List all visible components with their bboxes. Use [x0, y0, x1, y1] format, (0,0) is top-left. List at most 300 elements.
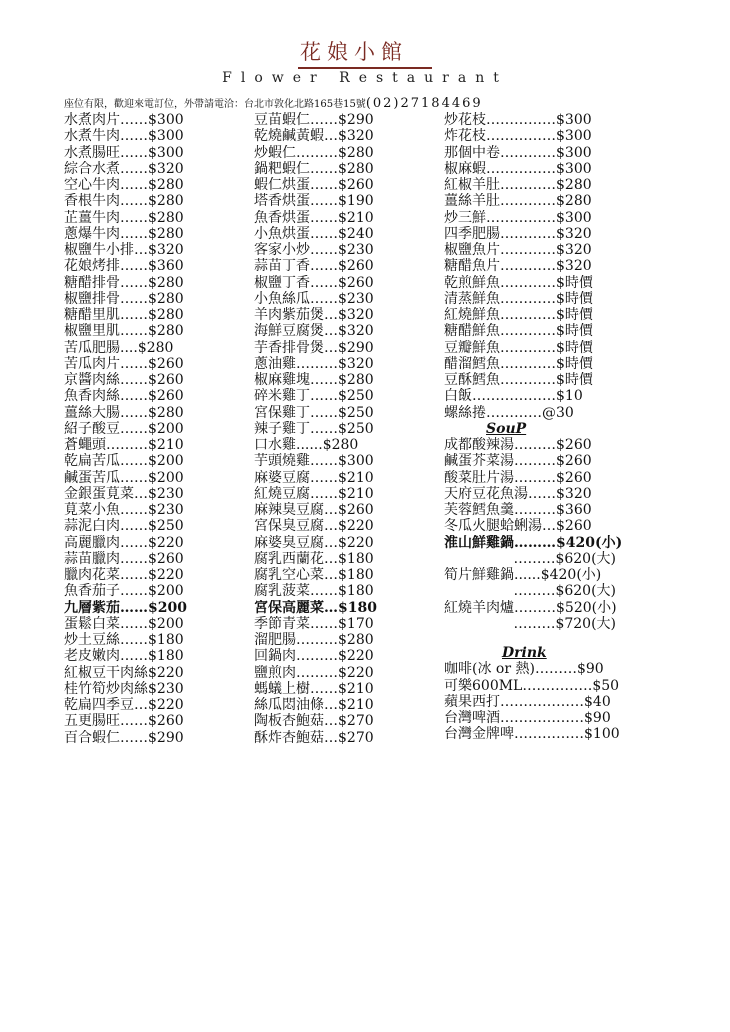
menu-item-name: 椒鹽排骨: [64, 290, 120, 307]
menu-item-price: $220: [338, 534, 374, 551]
menu-item-leader: ......: [514, 567, 541, 583]
menu-item-name: 台灣金牌啤: [444, 726, 514, 743]
menu-item: [64, 405, 242, 421]
menu-item: [64, 372, 242, 388]
menu-item-leader: ……: [120, 599, 148, 616]
menu-item-leader: ……: [120, 550, 148, 567]
menu-item: [64, 307, 242, 323]
menu-item-price: $280: [148, 307, 184, 323]
menu-item-name: 金銀蛋莧菜: [64, 485, 134, 502]
menu-item-name: 臘肉花菜: [64, 567, 120, 583]
menu-item-price: $210: [338, 469, 374, 486]
menu-item-price: $320: [556, 225, 592, 242]
menu-item-price: $300: [556, 160, 592, 177]
menu-item-name: 季節青菜: [254, 615, 310, 632]
menu-item: [64, 291, 242, 307]
menu-item-price: $時價: [556, 307, 593, 323]
menu-item: [444, 226, 674, 242]
menu-item-name: 腐乳菠菜: [254, 583, 310, 600]
menu-item: [64, 242, 242, 258]
menu-item-name: 花娘烤排: [64, 258, 120, 275]
menu-item-price: $90: [576, 661, 604, 678]
menu-item-leader: …: [324, 128, 338, 145]
menu-item-price: $260: [148, 372, 184, 388]
menu-item-price: $300: [556, 144, 592, 161]
menu-item: [444, 388, 674, 404]
menu-item: [444, 600, 674, 616]
menu-item-price: $50: [592, 677, 620, 694]
menu-item-price: $90: [584, 710, 611, 726]
menu-item-price: $時價: [556, 323, 593, 340]
menu-item-leader: ……: [310, 193, 338, 210]
menu-item-price: $280: [556, 193, 592, 210]
menu-item-price: $210: [338, 697, 374, 713]
menu-item-price: $250: [338, 388, 374, 405]
menu-item-name: 苦瓜肉片: [64, 355, 120, 372]
menu-item-leader: ……: [120, 469, 148, 486]
menu-item-name: 可樂600ML: [444, 677, 523, 694]
menu-item-name: 芙蓉鱈魚羹: [444, 502, 514, 518]
menu-item-leader: ………: [296, 648, 338, 665]
menu-item-leader: …………: [500, 144, 556, 161]
menu-item-leader: ……: [120, 160, 148, 177]
menu-item: [444, 453, 674, 469]
menu-item: [64, 632, 242, 648]
menu-item-name: 螺絲捲: [444, 404, 486, 421]
menu-item: [254, 470, 432, 486]
menu-item-price: $280: [148, 404, 184, 421]
menu-item-leader: ………: [513, 550, 556, 567]
menu-item: [444, 323, 674, 339]
menu-item: [254, 437, 432, 453]
menu-item-leader: ………: [296, 355, 338, 372]
menu-item-price: $230: [148, 502, 184, 518]
menu-item-leader: ……: [120, 128, 148, 145]
menu-item: [254, 518, 432, 534]
menu-item: [64, 340, 242, 356]
menu-item-name: 麻婆臭豆腐: [254, 534, 324, 551]
menu-item-price: $180: [338, 583, 374, 600]
menu-column-2: [254, 112, 432, 746]
menu-item-price: $180: [148, 648, 184, 665]
menu-item-name: 魚香茄子: [64, 583, 120, 600]
menu-item-price: $220: [338, 664, 374, 681]
menu-item-price: $260: [556, 518, 592, 535]
menu-item: [444, 694, 674, 710]
menu-item-price: $220: [148, 567, 184, 583]
menu-item-price: $280: [338, 144, 374, 161]
menu-item-leader: ……: [120, 307, 148, 323]
menu-item-price: $260: [148, 388, 184, 405]
menu-item-leader: ……: [120, 713, 148, 730]
menu-item-name: 碎米雞丁: [254, 388, 310, 405]
menu-item: [64, 323, 242, 339]
menu-item-name: 椒麻雞塊: [254, 372, 310, 388]
drink-heading: Drink: [502, 645, 547, 661]
menu-item-leader: ……: [310, 209, 338, 226]
menu-item: [444, 356, 674, 372]
menu-item-price: $180: [338, 550, 374, 567]
menu-item-price: $420(小): [556, 534, 623, 551]
menu-item-leader: ……: [310, 242, 338, 258]
menu-item-name: 椒鹽牛小排: [64, 242, 134, 258]
menu-item-leader: ……: [310, 225, 338, 242]
menu-item: [254, 583, 432, 599]
menu-item: [64, 648, 242, 664]
menu-item-leader: …………: [500, 290, 556, 307]
menu-item: [254, 193, 432, 209]
menu-item: [64, 193, 242, 209]
menu-item: [254, 405, 432, 421]
menu-item-leader: ………: [514, 437, 556, 453]
menu-item-leader: ……: [120, 290, 148, 307]
menu-item-leader: ……: [120, 388, 148, 405]
menu-item-price: $280: [556, 177, 592, 193]
menu-item-price: $360: [556, 502, 592, 518]
menu-item: [444, 112, 674, 128]
menu-item-price: $300: [148, 144, 184, 161]
menu-item: [444, 486, 674, 502]
menu-item-price: $320: [338, 323, 374, 340]
menu-item-name: 海鮮豆腐煲: [254, 323, 324, 340]
menu-item-leader: ……: [120, 144, 148, 161]
menu-item-name: 酸菜肚片湯: [444, 469, 514, 486]
menu-item-leader: ……: [528, 485, 556, 502]
menu-item-name: 絲瓜悶油條: [254, 697, 324, 713]
menu-item-name: 魚香肉絲: [64, 388, 120, 405]
menu-item-leader: ………………: [500, 693, 584, 710]
menu-item-leader: ……: [120, 567, 148, 583]
menu-item-price: $200: [148, 583, 184, 600]
menu-item: [444, 502, 674, 518]
menu-item-leader: ……: [120, 632, 148, 648]
menu-item: [64, 551, 242, 567]
menu-item-leader: ……: [120, 274, 148, 291]
menu-item: [444, 128, 674, 144]
menu-item-name: 冬瓜火腿蛤蜊湯: [444, 518, 542, 535]
menu-item-price: $260: [338, 274, 374, 291]
menu-item: [444, 726, 674, 742]
menu-item-price: $230: [338, 290, 374, 307]
menu-item-price: $620(大): [555, 550, 616, 567]
menu-item: [64, 453, 242, 469]
menu-item-price: $320: [338, 307, 374, 323]
menu-item-leader: ……: [120, 355, 148, 372]
menu-item-price: $210: [338, 209, 374, 226]
menu-item-name: 白飯: [444, 388, 472, 405]
menu-item-price: $200: [148, 453, 184, 470]
menu-item: [254, 600, 432, 616]
menu-item-leader: …………: [500, 355, 556, 372]
menu-item-name: 紅燒羊肉爐: [444, 599, 514, 616]
menu-item-name: 腐乳西蘭花: [254, 550, 324, 567]
menu-item-leader: ……: [120, 323, 148, 340]
menu-item-name: 羊肉紫茄煲: [254, 307, 324, 323]
menu-item-name: 糖醋魚片: [444, 258, 500, 275]
menu-item-name: 蒜泥白肉: [64, 518, 120, 535]
soup-section: [444, 437, 674, 632]
menu-item: [64, 616, 242, 632]
menu-item: [444, 291, 674, 307]
phone-number: (02)27184469: [365, 96, 483, 111]
menu-item-leader: ………: [514, 599, 556, 616]
menu-item-name: 鹹蛋芥菜湯: [444, 453, 514, 470]
menu-item-leader: …: [324, 713, 338, 730]
menu-item-price: $220: [148, 664, 184, 681]
menu-item-name: 紅燒豆腐: [254, 485, 310, 502]
menu-item-name: 水煮牛肉: [64, 128, 120, 145]
menu-item-leader: ……: [120, 258, 148, 275]
menu-item-price: $240: [338, 225, 374, 242]
menu-item-price: $時價: [556, 274, 593, 291]
menu-item: [64, 567, 242, 583]
menu-item: [254, 567, 432, 583]
menu-item-name: 椒鹽里肌: [64, 323, 120, 340]
menu-item: [254, 730, 432, 746]
menu-item-leader: …: [134, 697, 148, 713]
menu-item-leader: …: [324, 599, 338, 616]
menu-item-leader: ……: [310, 177, 338, 193]
menu-item-price: $300: [556, 112, 592, 128]
menu-item-leader: ……: [120, 583, 148, 600]
menu-item-name: 紅椒羊肚: [444, 177, 500, 193]
menu-item-price: $300: [148, 112, 184, 128]
menu-item-price: $200: [148, 615, 184, 632]
restaurant-subtitle: Flower Restaurant: [222, 70, 508, 86]
menu-item-leader: …: [324, 323, 338, 340]
menu-item: [64, 681, 242, 697]
menu-item-leader: ………: [296, 664, 338, 681]
menu-item-name: 苦瓜肥腸: [64, 339, 120, 356]
menu-item-name: 天府豆花魚湯: [444, 485, 528, 502]
menu-item-price: $320: [556, 242, 592, 258]
seafood-section: [444, 112, 674, 421]
menu-item-name: 四季肥腸: [444, 225, 500, 242]
menu-item-leader: …………: [500, 242, 556, 258]
menu-item-name: 淮山鮮雞鍋: [444, 534, 514, 551]
notice-text: 座位有限，歡迎來電訂位，外帶請電洽：台北市敦化北路165巷15號: [64, 99, 366, 110]
menu-item: [254, 616, 432, 632]
menu-item-price: $230: [148, 485, 184, 502]
menu-item-price: $220: [148, 534, 184, 551]
menu-item-price: $260: [148, 550, 184, 567]
menu-item-leader: …: [324, 518, 338, 535]
menu-item-price: $720(大): [555, 615, 616, 632]
menu-item-leader: ………: [296, 632, 338, 648]
menu-item-name: 五更腸旺: [64, 713, 120, 730]
menu-item-name: 薑絲大腸: [64, 404, 120, 421]
menu-item-name: 乾扁苦瓜: [64, 453, 120, 470]
menu-item: [254, 372, 432, 388]
menu-item-leader: …: [134, 242, 148, 258]
menu-item: [254, 486, 432, 502]
soup-heading: SouP: [486, 420, 527, 437]
menu-column-1: [64, 112, 242, 746]
menu-item-price: $320: [556, 485, 592, 502]
menu-item: [444, 583, 674, 599]
menu-item-price: $280: [148, 225, 184, 242]
menu-item-name: 那個中卷: [444, 144, 500, 161]
menu-item-leader: …: [324, 307, 338, 323]
menu-item: [254, 161, 432, 177]
menu-item-leader: ……: [310, 290, 338, 307]
menu-item-name: 炸花枝: [444, 128, 486, 145]
menu-item-price: $360: [148, 258, 184, 275]
menu-item-price: $100: [584, 726, 620, 743]
menu-item: [444, 307, 674, 323]
menu-item: [64, 421, 242, 437]
menu-item-price: $280: [322, 437, 359, 453]
menu-item-leader: …………: [486, 404, 542, 421]
menu-item-leader: ……: [120, 453, 148, 470]
menu-item-name: 椒鹽魚片: [444, 242, 500, 258]
menu-item-name: 豆瓣鮮魚: [444, 339, 500, 356]
menu-item-name: 莧菜小魚: [64, 502, 120, 518]
menu-item-leader: ……: [310, 404, 338, 421]
menu-item-name: 桂竹筍炒肉絲: [64, 680, 148, 697]
menu-item: [254, 665, 432, 681]
menu-item: [64, 470, 242, 486]
menu-item-price: $290: [338, 112, 374, 128]
menu-item-price: $時價: [556, 372, 593, 388]
menu-item-price: $260: [148, 355, 184, 372]
menu-item-leader: ………: [534, 661, 577, 678]
menu-item-name: 老皮嫩肉: [64, 648, 120, 665]
menu-item-name: 乾扁四季豆: [64, 697, 134, 713]
menu-item-leader: ……: [120, 404, 148, 421]
menu-item: [444, 210, 674, 226]
menu-item-name: 鹽煎肉: [254, 664, 296, 681]
menu-item-name: 豆酥鱈魚: [444, 372, 500, 388]
menu-item-price: $300: [338, 453, 374, 470]
menu-item-price: $180: [338, 599, 377, 616]
menu-item-leader: ……: [120, 534, 148, 551]
menu-item-name: 小魚絲瓜: [254, 290, 310, 307]
menu-item-leader: …………: [500, 274, 556, 291]
menu-item: [254, 421, 432, 437]
menu-item-name: 螞蟻上樹: [254, 680, 310, 697]
menu-item-name: 蒜苗丁香: [254, 258, 310, 275]
menu-item-leader: ……: [120, 729, 148, 746]
menu-item-price: $320: [556, 258, 592, 275]
menu-item-name: 九層紫茄: [64, 599, 120, 616]
menu-item-name: 乾煎鮮魚: [444, 274, 500, 291]
menu-item-leader: ……: [120, 193, 148, 210]
menu-item-leader: ……: [120, 112, 148, 128]
menu-item-name: 紅椒豆干肉絲: [64, 664, 148, 681]
menu-item-leader: ……: [310, 112, 338, 128]
menu-item: [64, 258, 242, 274]
menu-item-name: 綜合水煮: [64, 160, 120, 177]
menu-item: [254, 128, 432, 144]
menu-item-leader: ……: [310, 274, 338, 291]
menu-item-price: $180: [338, 567, 374, 583]
menu-item-name: 筍片鮮雞鍋: [444, 567, 514, 583]
menu-item: [254, 535, 432, 551]
menu-item-price: $260: [556, 437, 592, 453]
menu-item-name: 糖醋里肌: [64, 307, 120, 323]
restaurant-title-block: [0, 36, 730, 69]
menu-item-leader: ……: [120, 518, 148, 535]
menu-item-name: 宮保雞丁: [254, 404, 310, 421]
menu-item-price: $時價: [556, 339, 593, 356]
menu-item-leader: …: [324, 502, 338, 518]
menu-item-name: 腐乳空心菜: [254, 567, 324, 583]
menu-item: [444, 372, 674, 388]
menu-item-name: 小魚烘蛋: [254, 225, 310, 242]
menu-item-leader: ………: [106, 437, 148, 453]
menu-item-name: 豆苗蝦仁: [254, 112, 310, 128]
menu-item: [64, 730, 242, 746]
booking-notice: [64, 95, 483, 111]
menu-item: [64, 535, 242, 551]
menu-item-name: 水煮肉片: [64, 112, 120, 128]
menu-item-price: $200: [148, 469, 184, 486]
menu-item-price: $170: [338, 615, 374, 632]
menu-item: [64, 128, 242, 144]
menu-item-name: 炒花枝: [444, 112, 486, 128]
menu-item: [254, 356, 432, 372]
menu-item-leader: ……………: [522, 677, 593, 694]
menu-item-name: 蘋果西打: [444, 693, 500, 710]
menu-item-leader: …: [324, 697, 338, 713]
menu-item-leader: ……: [310, 469, 338, 486]
menu-item-price: $260: [338, 258, 374, 275]
menu-item-price: @30: [542, 404, 574, 421]
menu-item-leader: ……………: [486, 112, 556, 128]
menu-item-leader: …: [324, 567, 338, 583]
menu-item: [64, 583, 242, 599]
menu-item-leader: …………: [500, 307, 556, 323]
menu-item: [64, 502, 242, 518]
menu-item-name: 塔香烘蛋: [254, 193, 310, 210]
menu-item: [64, 177, 242, 193]
menu-column-3: [444, 112, 674, 743]
menu-item-price: $190: [338, 193, 374, 210]
menu-item-price: $280: [338, 632, 374, 648]
menu-item-leader: ……: [310, 160, 338, 177]
menu-item-leader: …………: [500, 225, 556, 242]
menu-item-name: 京醬肉絲: [64, 372, 120, 388]
menu-item-leader: ……………: [486, 128, 556, 145]
menu-item-leader: ………: [513, 583, 556, 600]
menu-item: [254, 258, 432, 274]
menu-item-price: $220: [148, 697, 184, 713]
menu-item-price: $260: [148, 713, 184, 730]
menu-item-name: 炒蝦仁: [254, 144, 296, 161]
menu-item: [64, 356, 242, 372]
menu-item-name: 糖醋鮮魚: [444, 323, 500, 340]
menu-item-price: $210: [148, 437, 184, 453]
menu-item-price: $40: [584, 693, 611, 710]
menu-item-leader: ……: [120, 372, 148, 388]
menu-item: [64, 486, 242, 502]
menu-item-leader: ………: [513, 615, 556, 632]
menu-item-leader: …: [134, 485, 148, 502]
drink-section: [444, 661, 674, 742]
menu-item-leader: …………: [500, 323, 556, 340]
menu-item-price: $280: [338, 160, 374, 177]
menu-item-name: 成都酸辣湯: [444, 437, 514, 453]
menu-item: [444, 678, 674, 694]
menu-item-name: 口水雞: [254, 437, 296, 453]
restaurant-title: 花娘小館: [298, 36, 432, 69]
menu-item-leader: …………: [500, 372, 556, 388]
menu-item-leader: ………………: [500, 710, 584, 726]
menu-item-price: $280: [148, 290, 184, 307]
menu-item: [254, 307, 432, 323]
menu-item-price: $200: [148, 420, 184, 437]
